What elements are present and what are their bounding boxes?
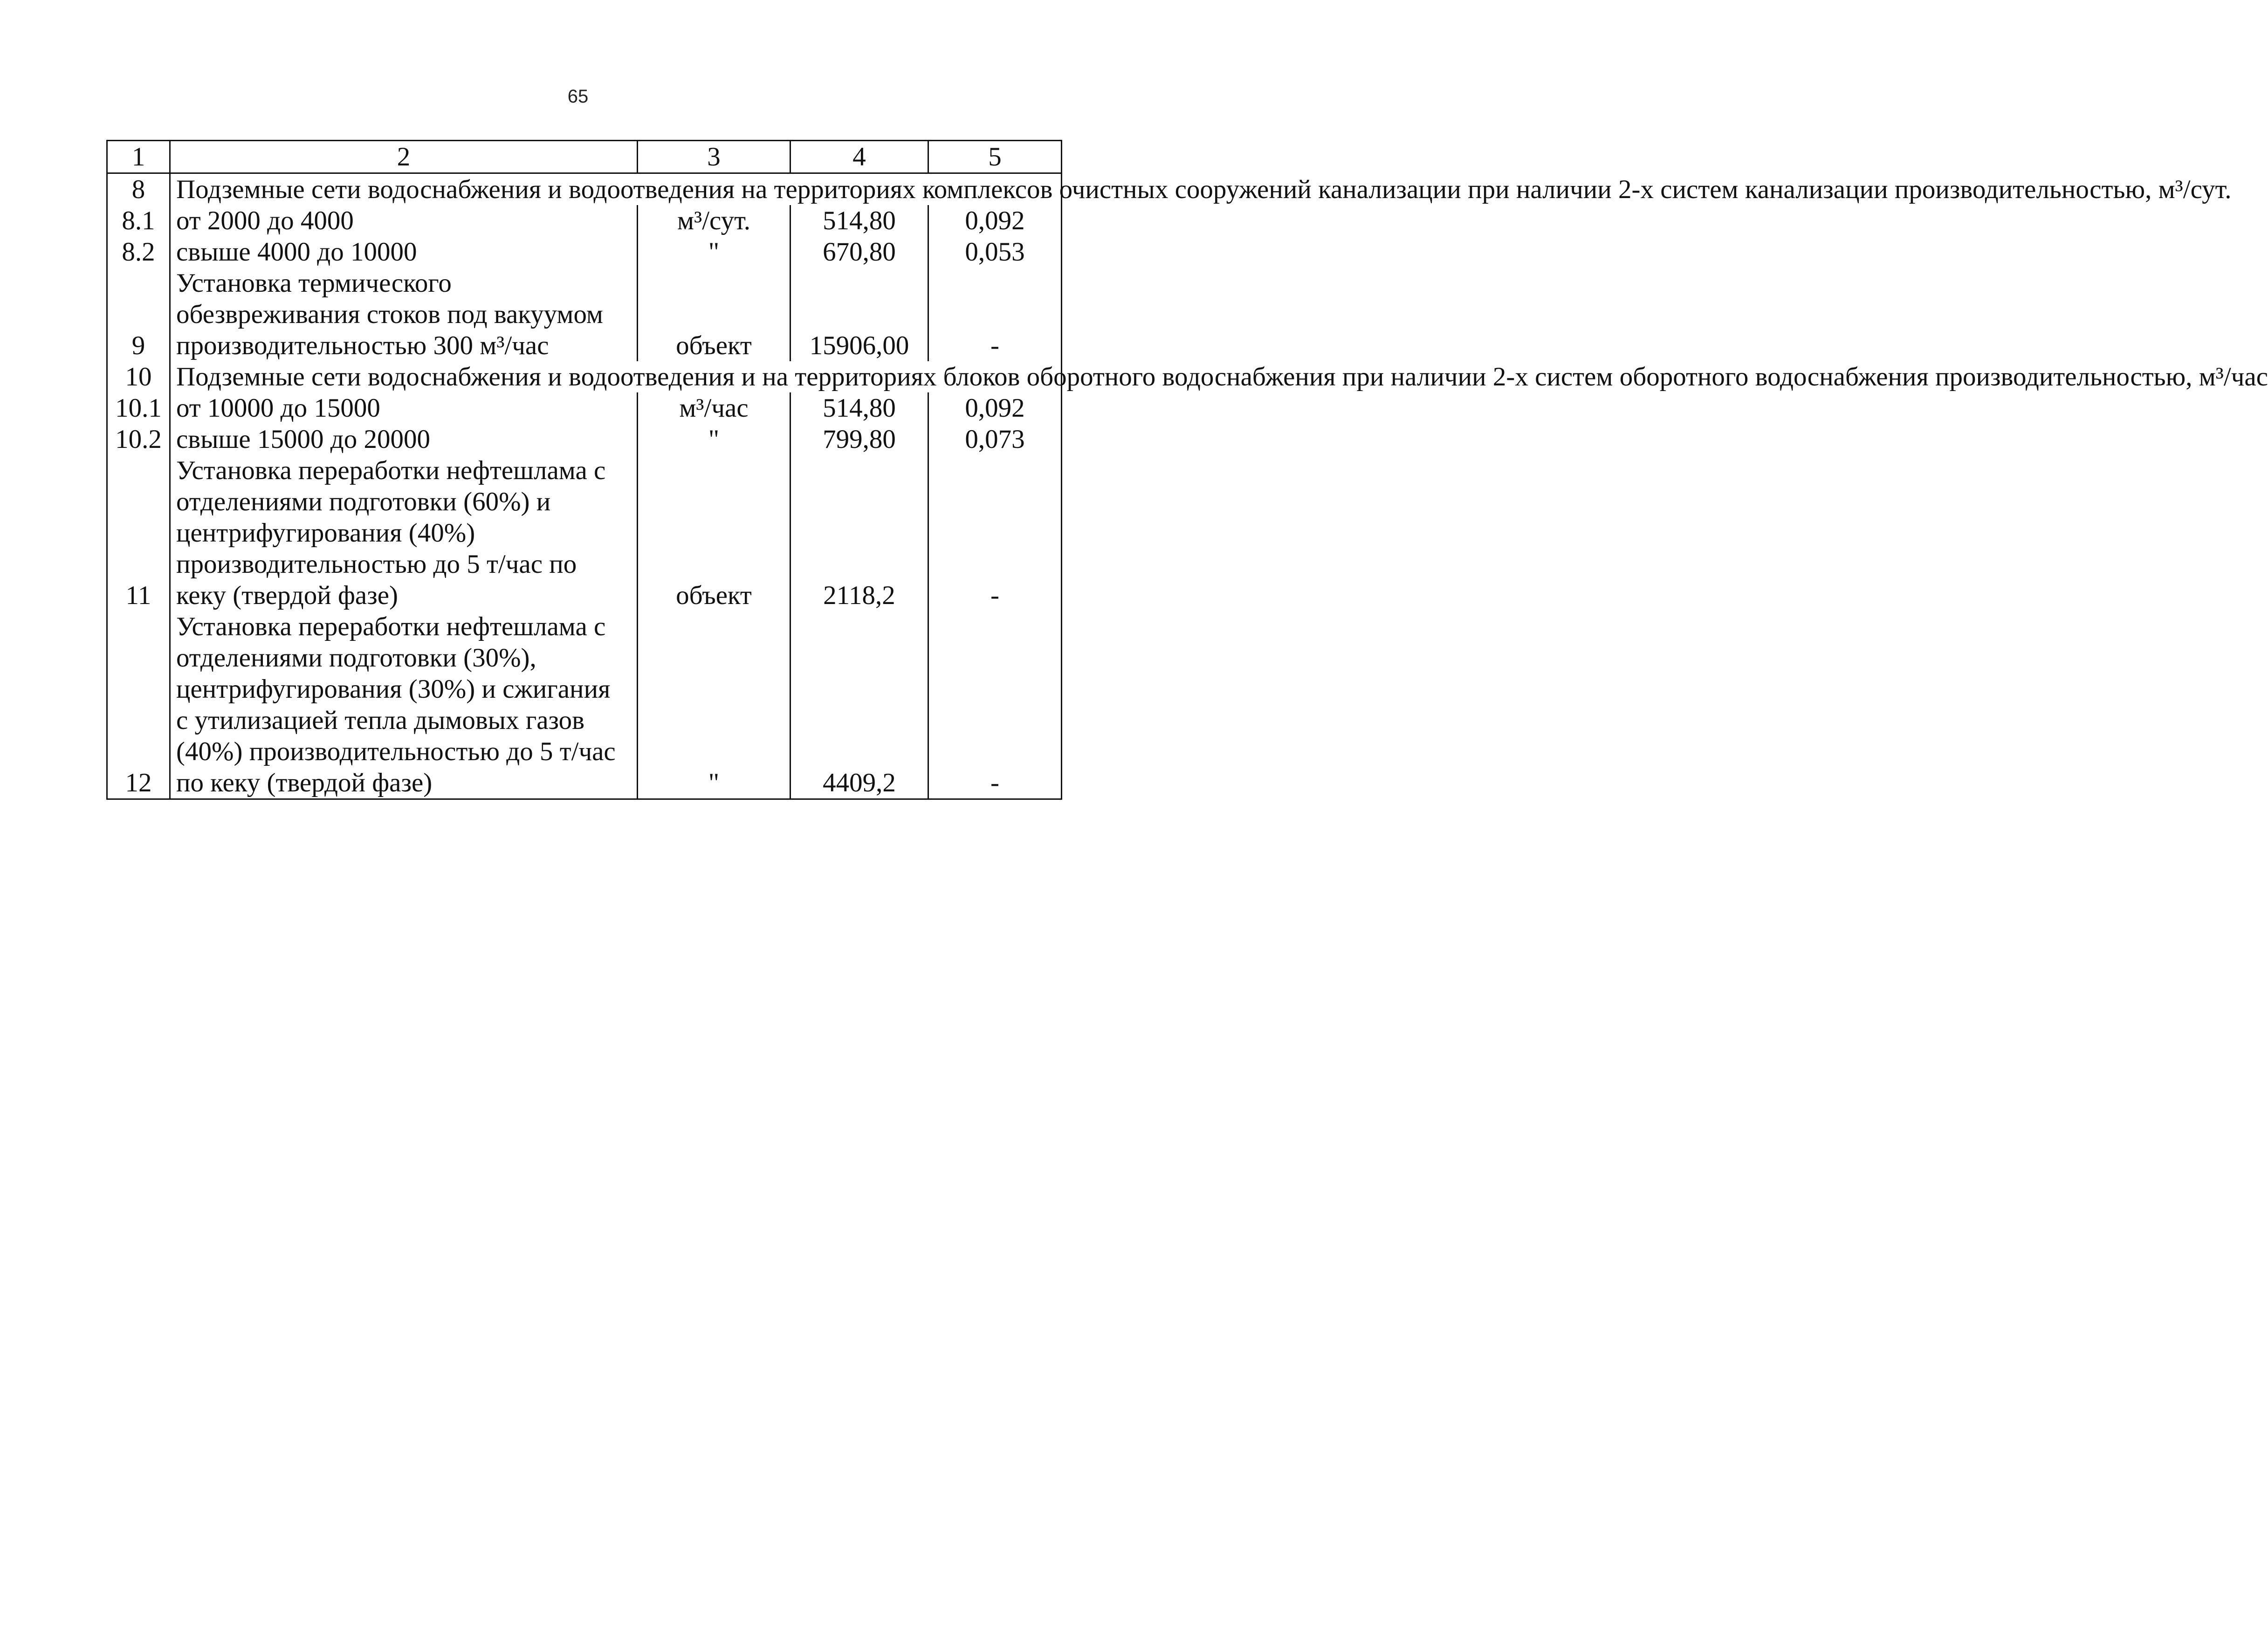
- item-line: Установка переработки нефтешлама с: [176, 612, 606, 641]
- row-number: 9: [107, 268, 170, 361]
- table-header-row: [107, 141, 1062, 173]
- row-number: 11: [107, 455, 170, 611]
- price-cell: 514,80: [790, 205, 928, 236]
- item-line: кеку (твердой фазе): [176, 581, 399, 610]
- unit-cell: ": [638, 611, 790, 799]
- price-cell: 4409,2: [790, 611, 928, 799]
- section-heading: Подземные сети водоснабжения и водоотведения на территориях комплексов очистных сооружений канализации при наличии 2-х систем канализации производительностью, м³/сут.: [170, 173, 1062, 206]
- row-number: 8.2: [107, 236, 170, 268]
- unit-cell: м³/час: [638, 392, 790, 424]
- item-line: центрифугирования (40%): [176, 518, 475, 548]
- unit-cell: м³/сут.: [638, 205, 790, 236]
- item-name: свыше 15000 до 20000: [170, 424, 638, 455]
- row-number: 8: [107, 173, 170, 206]
- rates-table: [106, 140, 2268, 800]
- unit-cell: объект: [638, 455, 790, 611]
- table-row: [107, 173, 1062, 206]
- price-cell: 799,80: [790, 424, 928, 455]
- item-line: производительностью 300 м³/час: [176, 331, 549, 360]
- row-number: 12: [107, 611, 170, 799]
- column-header: 1: [107, 141, 170, 173]
- row-number: 10: [107, 361, 170, 392]
- unit-cell: объект: [638, 268, 790, 361]
- table-row: [107, 424, 1062, 455]
- item-line: отделениями подготовки (30%),: [176, 643, 536, 673]
- price-cell: 2118,2: [790, 455, 928, 611]
- page-number: 65: [567, 86, 589, 107]
- price-cell: 670,80: [790, 236, 928, 268]
- row-number: 8.1: [107, 205, 170, 236]
- item-line: с утилизацией тепла дымовых газов: [176, 706, 585, 735]
- row-number: 10.2: [107, 424, 170, 455]
- unit-cell: ": [638, 424, 790, 455]
- item-line: отделениями подготовки (60%) и: [176, 487, 551, 516]
- item-line: (40%) производительностью до 5 т/час: [176, 737, 616, 766]
- table-row: [107, 236, 1062, 268]
- coefficient-cell: -: [928, 268, 1062, 361]
- column-header: 3: [638, 141, 790, 173]
- item-name: от 10000 до 15000: [170, 392, 638, 424]
- row-number: 10.1: [107, 392, 170, 424]
- item-line: производительностью до 5 т/час по: [176, 550, 577, 579]
- coefficient-cell: 0,092: [928, 392, 1062, 424]
- column-header: 2: [170, 141, 638, 173]
- coefficient-cell: 0,073: [928, 424, 1062, 455]
- coefficient-cell: 0,053: [928, 236, 1062, 268]
- price-cell: 514,80: [790, 392, 928, 424]
- item-name: [170, 268, 638, 361]
- column-header: 4: [790, 141, 928, 173]
- table-row: [107, 455, 1062, 611]
- price-cell: 15906,00: [790, 268, 928, 361]
- table-row: [107, 205, 1062, 236]
- section-heading: Подземные сети водоснабжения и водоотведения и на территориях блоков оборотного водоснабжения при наличии 2-х систем оборотного водоснабжения производительностью, м³/час: [170, 361, 1062, 392]
- item-name: свыше 4000 до 10000: [170, 236, 638, 268]
- table-row: [107, 268, 1062, 361]
- coefficient-cell: 0,092: [928, 205, 1062, 236]
- unit-cell: ": [638, 236, 790, 268]
- item-name: от 2000 до 4000: [170, 205, 638, 236]
- table-row: [107, 392, 1062, 424]
- table-row: [107, 611, 1062, 799]
- coefficient-cell: -: [928, 611, 1062, 799]
- coefficient-cell: -: [928, 455, 1062, 611]
- item-name: [170, 611, 638, 799]
- column-header: 5: [928, 141, 1062, 173]
- item-line: Установка термического: [176, 268, 452, 298]
- item-line: обезвреживания стоков под вакуумом: [176, 300, 603, 329]
- item-line: центрифугирования (30%) и сжигания: [176, 674, 611, 704]
- item-line: Установка переработки нефтешлама с: [176, 456, 606, 485]
- table-row: [107, 361, 1062, 392]
- item-line: по кеку (твердой фазе): [176, 768, 433, 797]
- item-name: [170, 455, 638, 611]
